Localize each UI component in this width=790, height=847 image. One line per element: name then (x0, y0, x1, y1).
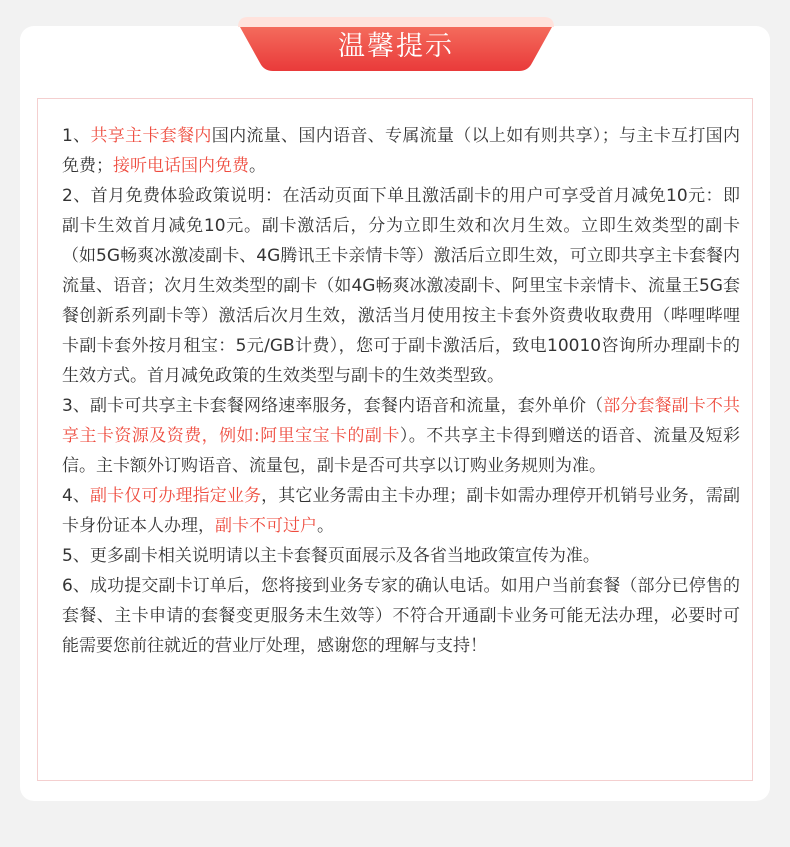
item-1-suffix: 。 (249, 156, 266, 176)
notice-item-2: 2、首月免费体验政策说明：在活动页面下单且激活副卡的用户可享受首月减免10元：即副卡生效首月减免10元。副卡激活后，分为立即生效和次月生效。立即生效类型的副卡（如5G畅爽冰激凌副卡、4G腾讯王卡亲情卡等）激活后立即生效，可立即共享主卡套餐内流量、语音；次月生效类型的副卡（如4G畅爽冰激凌副卡、阿里宝卡亲情卡、流量王5G套餐创新系列副卡等）激活后次月生效，激活当月使用按主卡套外资费收取费用（哔哩哔哩卡副卡套外按月租宝：5元/GB计费），您可于副卡激活后，致电10010咨询所办理副卡的生效方式。首月减免政策的生效类型与副卡的生效类型致。 (62, 186, 740, 386)
ribbon-top-edge (238, 17, 554, 27)
item-4-highlight-specified-business: 副卡仅可办理指定业务 (90, 486, 262, 506)
item-1-prefix: 1、 (62, 126, 91, 146)
item-3-suffix: ）。不共享主卡得到赠送的语音、流量及短彩信。主卡额外订购语音、流量包，副卡是否可共享以订购业务规则为准。 (62, 426, 740, 476)
item-4-text: ，其它业务需由主卡办理；副卡如需办理停开机销号业务，需副卡身份证本人办理， (62, 486, 740, 536)
notice-item-4 (62, 481, 740, 541)
notice-item-6: 6、成功提交副卡订单后，您将接到业务专家的确认电话。如用户当前套餐（部分已停售的套餐、主卡申请的套餐变更服务未生效等）不符合开通副卡业务可能无法办理，必要时可能需要您前往就近的营业厅处理，感谢您的理解与支持！ (62, 576, 740, 656)
item-3-highlight: 部分套餐副卡不共享主卡资源及资费，例如:阿里宝宝卡的副卡 (62, 396, 740, 446)
item-3-prefix: 3、副卡可共享主卡套餐网络速率服务，套餐内语音和流量，套外单价（ (62, 396, 604, 416)
title-banner (238, 17, 554, 73)
item-4-prefix: 4、 (62, 486, 91, 506)
item-1-highlight-share: 共享主卡套餐内 (90, 126, 212, 146)
item-4-suffix: 。 (317, 516, 334, 536)
notice-item-5: 5、更多副卡相关说明请以主卡套餐页面展示及各省当地政策宣传为准。 (62, 546, 600, 566)
item-1-text: 国内流量、国内语音、专属流量（以上如有则共享）；与主卡互打国内免费； (62, 126, 740, 176)
item-1-highlight-free-calls: 接听电话国内免费 (113, 156, 249, 176)
item-4-highlight-no-transfer: 副卡不可过户 (215, 516, 317, 536)
notice-item-3 (62, 391, 740, 481)
notice-item-1 (62, 121, 740, 181)
notice-content (62, 121, 740, 661)
page-title: 温馨提示 (338, 31, 454, 62)
